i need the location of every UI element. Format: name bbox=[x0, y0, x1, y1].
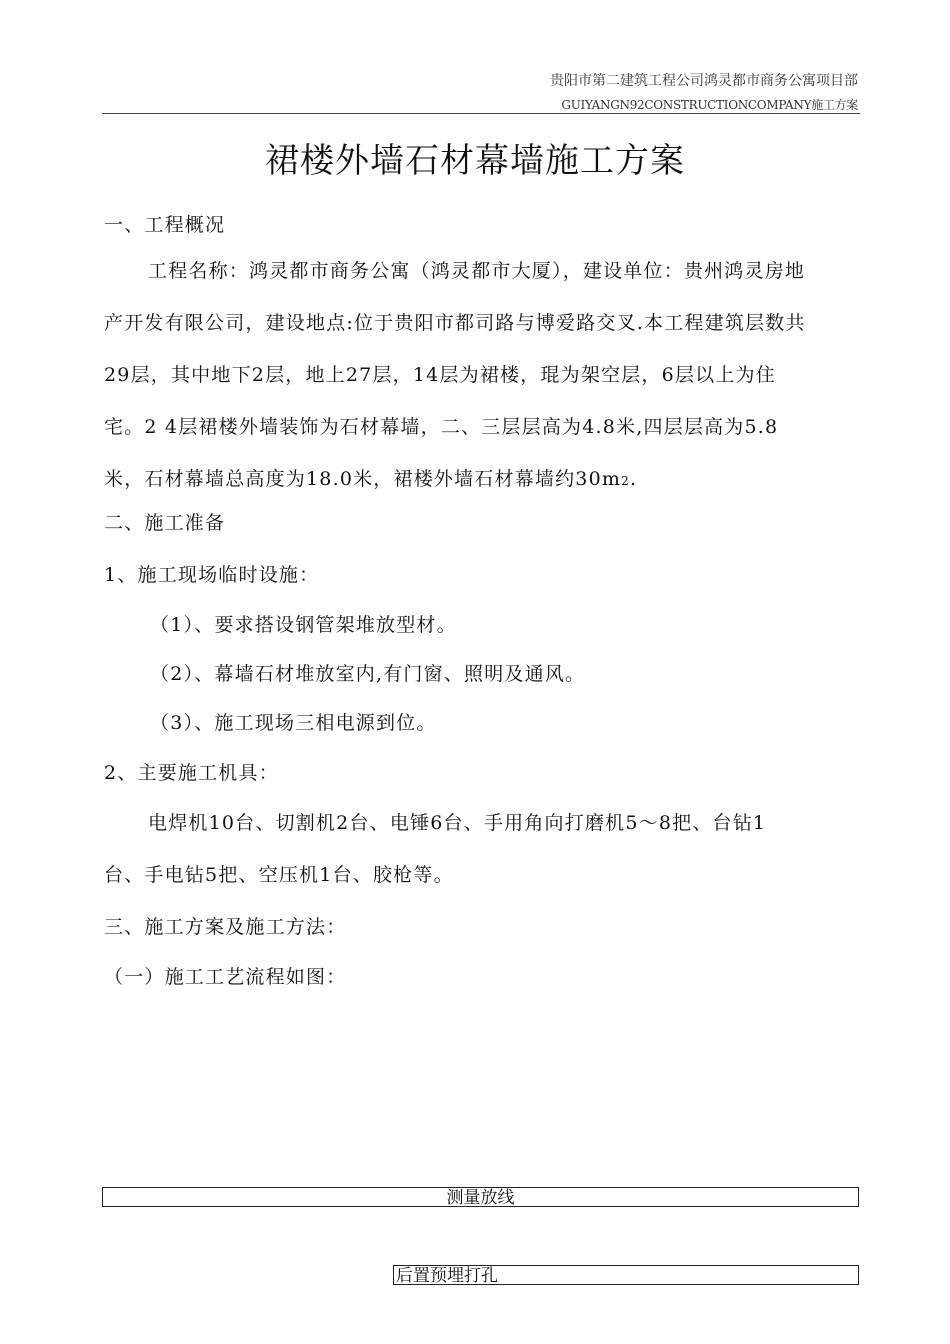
flow-step-2 bbox=[393, 1265, 859, 1285]
section-1-heading: 一、工程概况 bbox=[104, 214, 226, 236]
paragraph-line: 台、手电钻5把、空压机1台、胶枪等。 bbox=[104, 864, 454, 886]
paragraph-line: 产开发有限公司，建设地点:位于贵阳市都司路与博爱路交叉.本工程建筑层数共 bbox=[104, 312, 806, 334]
document-title: 裙楼外墙石材幕墙施工方案 bbox=[265, 141, 685, 181]
paragraph-line: 电焊机10台、切割机2台、电锤6台、手用角向打磨机5〜8把、台钻1 bbox=[148, 812, 767, 834]
prep-item-2: （2）、幕墙石材堆放室内,有门窗、照明及通风。 bbox=[150, 663, 586, 685]
section-2-sub2: 2、主要施工机具： bbox=[104, 762, 279, 784]
section-3-heading: 三、施工方案及施工方法： bbox=[104, 916, 347, 938]
prep-item-1: （1）、要求搭设钢管架堆放型材。 bbox=[150, 614, 457, 636]
section-1-paragraph bbox=[104, 245, 860, 507]
section-2-sub1: 1、施工现场临时设施： bbox=[104, 564, 320, 586]
header-company: 贵阳市第二建筑工程公司鸿灵都市商务公寓项目部 bbox=[550, 73, 858, 89]
section-3-sub1: （一）施工工艺流程如图： bbox=[104, 966, 347, 988]
paragraph-text: 米，石材幕墙总高度为18.0米，裙楼外墙石材幕墙约30m bbox=[104, 468, 622, 490]
paragraph-end: . bbox=[629, 468, 638, 490]
header-rule bbox=[102, 113, 860, 114]
paragraph-line: 工程名称：鸿灵都市商务公寓（鸿灵都市大厦），建设单位：贵州鸿灵房地 bbox=[148, 260, 806, 282]
header-subtitle: GUIYANGN92CONSTRUCTIONCOMPANY施工方案 bbox=[561, 98, 858, 112]
flow-step-1-label: 测量放线 bbox=[446, 1188, 515, 1208]
paragraph-line: 29层，其中地下2层，地上27层，14层为裙楼，琨为架空层，6层以上为住 bbox=[104, 364, 776, 386]
paragraph-line: 宅。2 4层裙楼外墙装饰为石材幕墙，二、三层层高为4.8米,四层层高为5.8 bbox=[104, 416, 779, 438]
tools-paragraph bbox=[104, 797, 860, 901]
prep-item-3: （3）、施工现场三相电源到位。 bbox=[150, 712, 437, 734]
paragraph-line bbox=[104, 453, 860, 507]
flow-step-1 bbox=[102, 1187, 859, 1207]
section-2-heading: 二、施工准备 bbox=[104, 512, 226, 534]
area-superscript: 2 bbox=[621, 474, 630, 488]
flow-step-2-label: 后置预埋打孔 bbox=[396, 1266, 498, 1286]
